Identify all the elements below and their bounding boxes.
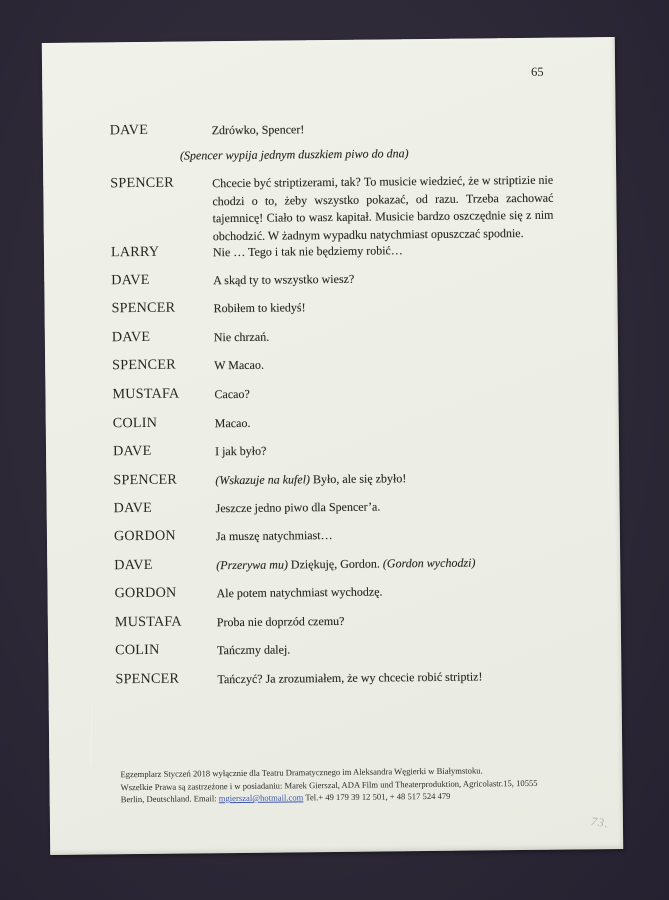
dialogue-row [113, 439, 575, 461]
footer-line-2: Wszelkie Prawa są zastrzeżone i w posiadaniu: Marek Gierszal, ADA Film und Theaterproduktion, Agricolastr.15, 10555 [120, 777, 538, 792]
dialogue-text: Zdrówko, Spencer! [211, 122, 305, 138]
paragraph-line: tajemnicę! Ciało to wasz kapitał. Musicie bardzo oszczędnie się z nim [212, 207, 554, 226]
dialogue-row [111, 240, 573, 262]
speaker-name: DAVE [112, 442, 152, 460]
dialogue-text: Ja muszę natychmiast… [215, 528, 333, 544]
footer-line-1: Egzemplarz Styczeń 2018 wyłącznie dla Teatru Dramatycznego im Aleksandra Węgierki w Białymstoku. [120, 765, 483, 780]
speaker-name: DAVE [113, 499, 153, 517]
dialogue-row [115, 610, 577, 632]
footer-line-3-suffix: Tel.+ 49 179 39 12 501, + 48 517 524 479 [303, 790, 451, 803]
handwritten-page-note: 73. [590, 813, 610, 831]
dialogue-text [212, 171, 573, 245]
dialogue-text: I jak było? [214, 443, 267, 459]
dialogue-text: Jeszcze jedno piwo dla Spencer’a. [215, 499, 381, 516]
dialogue-row [110, 118, 572, 140]
dialogue-row [114, 581, 576, 603]
page-number: 65 [531, 64, 544, 79]
dialogue-text: Nie chrzań. [213, 329, 270, 345]
dialogue-text: Nie … Tego i tak nie będziemy robić… [212, 243, 403, 260]
speaker-name: COLIN [112, 414, 158, 432]
dialogue-list [42, 37, 623, 855]
dialogue-row [111, 296, 573, 318]
speaker-name: SPENCER [111, 299, 176, 317]
dialogue-row [114, 553, 576, 575]
dialogue-row [113, 411, 575, 433]
speaker-name: COLIN [115, 641, 160, 659]
dialogue-row [113, 468, 575, 490]
stage-direction-text: (Spencer wypija jednym duszkiem piwo do dna) [179, 146, 409, 163]
dialogue-text: Ale potem natychmiast wychodzę. [216, 584, 383, 601]
dialogue-text: Tańczyć? Ja zrozumiałem, że wy chcecie robić striptiz! [217, 669, 483, 687]
speaker-name: MUSTAFA [114, 613, 182, 631]
dialogue-row [114, 524, 576, 546]
dialogue-text: (Wskazuje na kufel) Było, ale się zbyło! [215, 471, 407, 488]
speaker-name: DAVE [109, 121, 149, 139]
script-page [42, 37, 623, 855]
speaker-name: LARRY [110, 243, 160, 261]
speaker-name: DAVE [111, 271, 150, 289]
paragraph-line: obchodzić. W żadnym wypadku natychmiast opuszczać spodnie. [212, 225, 524, 243]
speaker-name: SPENCER [113, 471, 178, 489]
email-link[interactable]: mgierszal@hotmail.com [218, 792, 304, 804]
speaker-name: SPENCER [110, 174, 175, 192]
speaker-name: GORDON [113, 527, 176, 545]
dialogue-text: W Macao. [214, 357, 264, 373]
dialogue-row [112, 382, 574, 404]
dialogue-row [111, 268, 573, 290]
dialogue-text: Cacao? [214, 386, 250, 402]
dialogue-row [115, 667, 577, 689]
paragraph-line: Chcecie być striptizerami, tak? To musicie wiedzieć, że w striptizie nie [212, 172, 554, 191]
footer-line-3-prefix: Berlin, Deutschland. Email: [120, 793, 219, 805]
dialogue-row [112, 353, 574, 375]
dialogue-row [110, 171, 573, 246]
speaker-name: DAVE [111, 328, 151, 346]
dialogue-text: Tańczmy dalej. [217, 642, 291, 658]
dialogue-row [114, 496, 576, 518]
speaker-name: GORDON [114, 584, 177, 602]
stage-direction-row [110, 143, 572, 165]
page-footer [120, 763, 600, 806]
dialogue-text: Robiłem to kiedyś! [213, 300, 306, 316]
speaker-name: SPENCER [115, 670, 180, 688]
dialogue-text: Macao. [214, 415, 251, 431]
speaker-name: SPENCER [112, 356, 176, 374]
dialogue-text: (Przerywa mu) Dziękuję, Gordon. (Gordon wychodzi) [216, 555, 476, 573]
dialogue-row [112, 325, 574, 347]
dialogue-text: A skąd ty to wszystko wiesz? [213, 271, 355, 288]
paragraph-line: chodzi o to, żeby wszystko pokazać, od razu. Trzeba zachować [212, 190, 554, 208]
speaker-name: DAVE [114, 556, 153, 574]
dialogue-row [115, 638, 577, 660]
speaker-name: MUSTAFA [112, 385, 180, 403]
dialogue-text: Proba nie doprzód czemu? [216, 613, 345, 630]
